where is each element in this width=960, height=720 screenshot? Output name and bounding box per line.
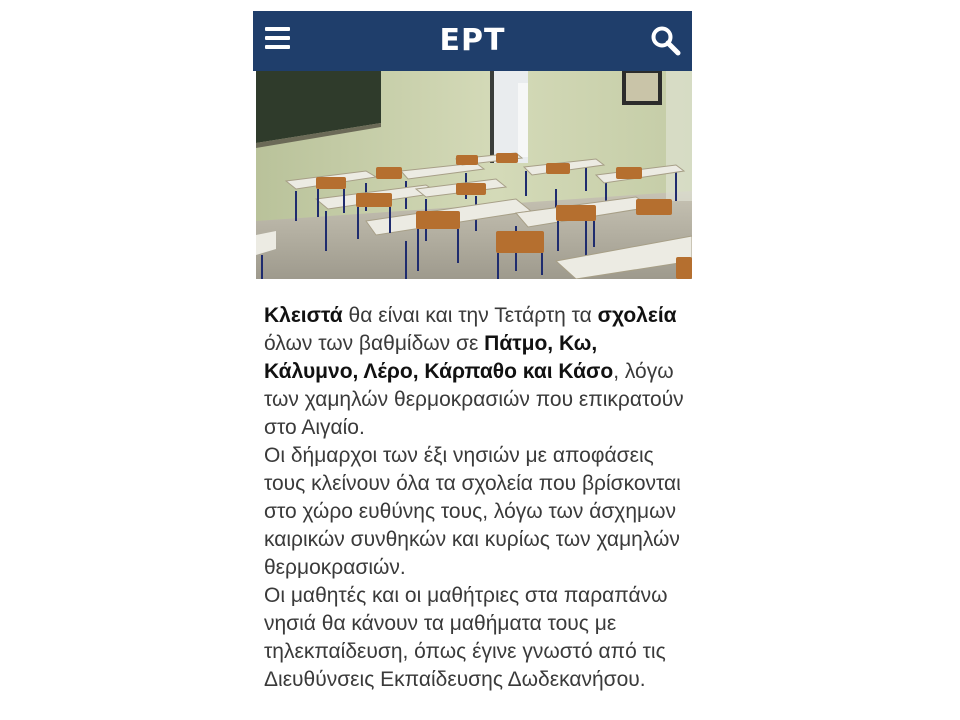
bold-text: Κλειστά <box>264 304 343 327</box>
app-header <box>253 11 692 71</box>
paragraph-text: όλων των βαθμίδων σε <box>264 332 485 355</box>
article-paragraph-2: Οι δήμαρχοι των έξι νησιών με αποφάσεις τους κλείνουν όλα τα σχολεία που βρίσκονται στο χώρο ευθύνης τους, λόγω των άσχημων καιρικών συνθηκών και κυρίως των χαμηλών θερμοκρασιών. <box>264 444 681 579</box>
search-icon[interactable] <box>650 25 682 57</box>
bold-text: σχολεία <box>597 304 677 327</box>
article-body <box>264 302 694 694</box>
bold-text: Πάτμο, Κω, Κάλυμνο, Λέρο, Κάρπαθο και Κάσο <box>264 332 614 383</box>
paragraph-text: θα είναι και την Τετάρτη τα <box>342 304 598 327</box>
ert-logo[interactable]: ΕΡΤ <box>439 23 506 58</box>
article-paragraph-1 <box>264 302 694 442</box>
article-paragraph-3: Οι μαθητές και οι μαθήτριες στα παραπάνω νησιά θα κάνουν τα μαθήματα τους με τηλεκπαίδευση, όπως έγινε γνωστό από τις Διευθύνσεις Εκπαίδευσης Δωδεκανήσου. <box>264 584 668 691</box>
classroom-photo <box>256 71 692 279</box>
paragraph-text: , λόγω των χαμηλών θερμοκρασιών που επικρατούν στο Αιγαίο. <box>264 360 684 439</box>
